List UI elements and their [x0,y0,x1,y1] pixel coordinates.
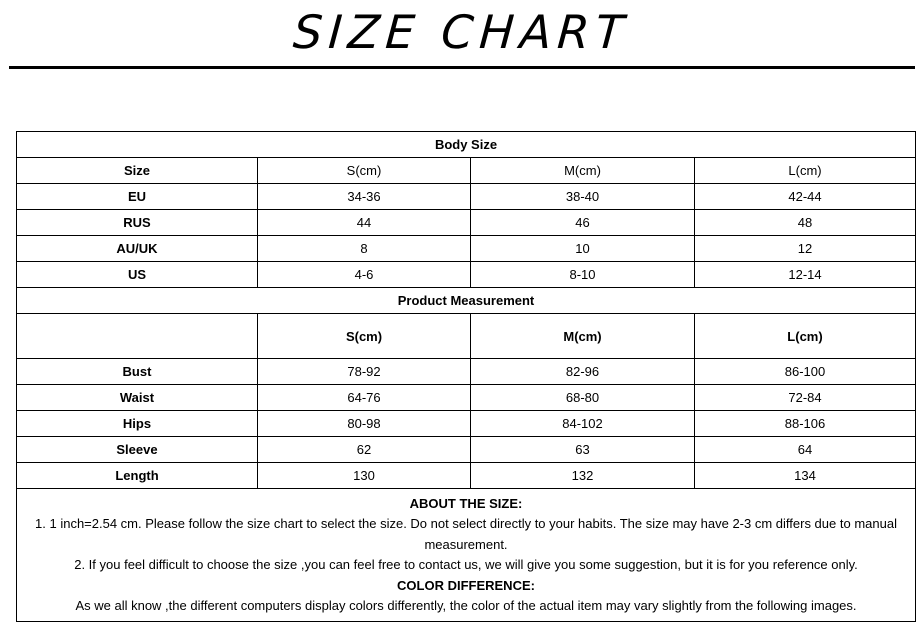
row-label: RUS [17,210,258,236]
table-row [17,411,916,437]
column-header [17,314,258,359]
color-difference-heading: COLOR DIFFERENCE: [397,577,535,593]
table-cell: 88-106 [695,411,916,437]
size-chart-table [16,131,916,622]
table-cell: 38-40 [471,184,695,210]
table-row [17,359,916,385]
row-label: EU [17,184,258,210]
table-cell: 82-96 [471,359,695,385]
table-cell: 12 [695,236,916,262]
color-difference-note: As we all know ,the different computers display colors differently, the color of the actual item may vary slightly from the following images. [75,598,857,613]
table-row [17,437,916,463]
row-label: US [17,262,258,288]
table-cell: 46 [471,210,695,236]
table-row [17,385,916,411]
about-size-note-1: 1. 1 inch=2.54 cm. Please follow the size chart to select the size. Do not select directly to your habits. The size may have 2-3 cm differs due to manual measurement. [35,516,897,552]
product-measurement-heading: Product Measurement [17,288,916,314]
size-notes [17,489,916,622]
column-header: M(cm) [471,314,695,359]
table-cell: 44 [258,210,471,236]
column-header: Size [17,158,258,184]
row-label: Hips [17,411,258,437]
table-cell: 130 [258,463,471,489]
table-cell: 134 [695,463,916,489]
table-cell: 132 [471,463,695,489]
row-label: Bust [17,359,258,385]
table-row [17,262,916,288]
column-header: L(cm) [695,158,916,184]
column-header: L(cm) [695,314,916,359]
row-label: Length [17,463,258,489]
table-cell: 10 [471,236,695,262]
column-header: S(cm) [258,158,471,184]
table-cell: 86-100 [695,359,916,385]
table-cell: 8-10 [471,262,695,288]
column-header: M(cm) [471,158,695,184]
about-size-note-2: 2. If you feel difficult to choose the size ,you can feel free to contact us, we will give you some suggestion, but it is for you reference only. [74,557,858,572]
table-cell: 64-76 [258,385,471,411]
row-label: Sleeve [17,437,258,463]
table-cell: 72-84 [695,385,916,411]
table-cell: 48 [695,210,916,236]
table-cell: 12-14 [695,262,916,288]
table-cell: 34-36 [258,184,471,210]
about-size-heading: ABOUT THE SIZE: [409,495,523,511]
table-cell: 78-92 [258,359,471,385]
table-row [17,184,916,210]
row-label: Waist [17,385,258,411]
table-cell: 8 [258,236,471,262]
table-cell: 4-6 [258,262,471,288]
table-cell: 62 [258,437,471,463]
table-cell: 84-102 [471,411,695,437]
body-size-header-row [17,158,916,184]
table-row [17,210,916,236]
product-header-row [17,314,916,359]
column-header: S(cm) [258,314,471,359]
table-row [17,236,916,262]
table-cell: 80-98 [258,411,471,437]
page-title: SIZE CHART [291,5,632,59]
table-cell: 68-80 [471,385,695,411]
row-label: AU/UK [17,236,258,262]
body-size-heading: Body Size [17,132,916,158]
title-divider [9,66,915,69]
table-cell: 63 [471,437,695,463]
table-cell: 64 [695,437,916,463]
table-row [17,463,916,489]
table-cell: 42-44 [695,184,916,210]
